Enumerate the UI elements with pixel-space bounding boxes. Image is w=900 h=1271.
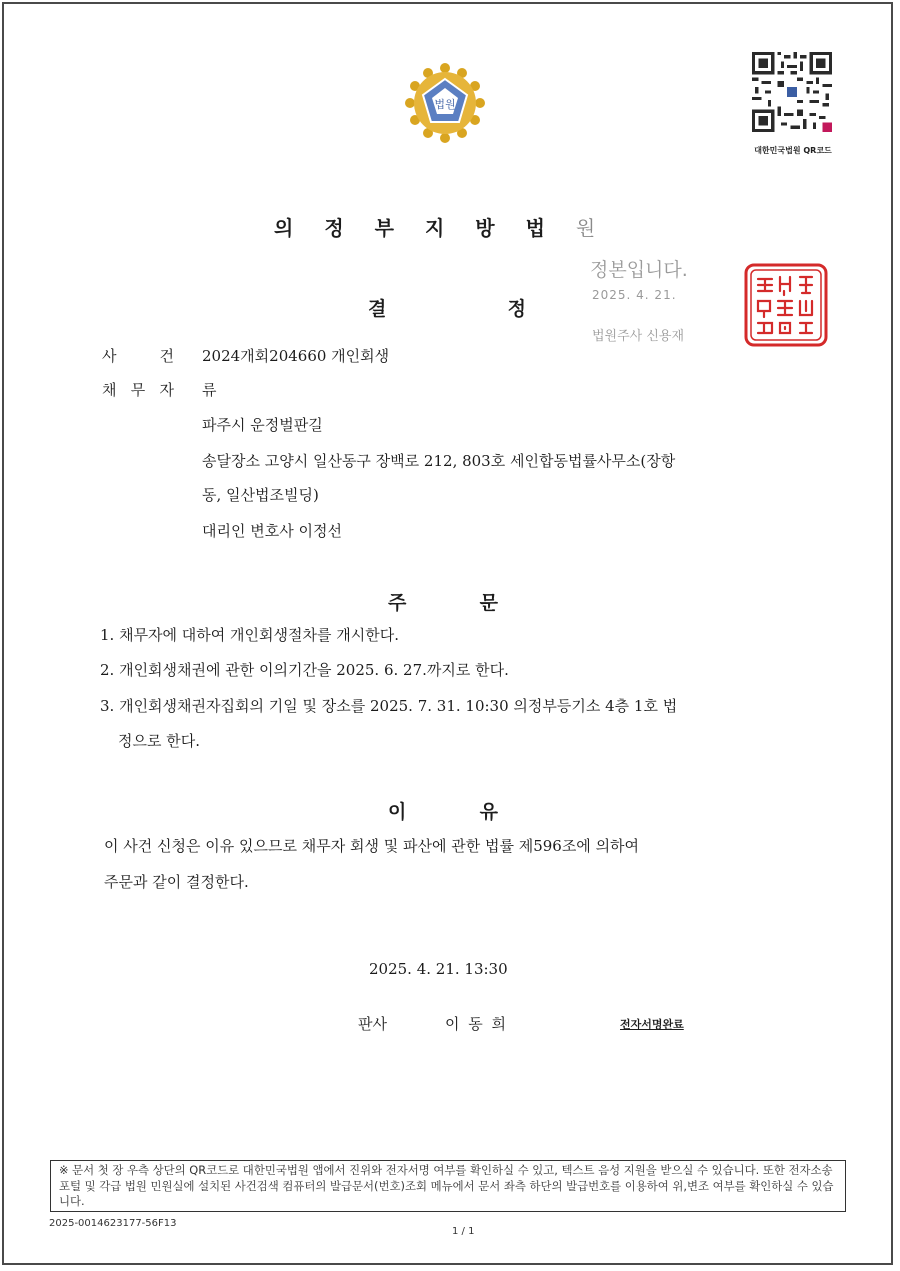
case-row [102,345,174,366]
reason-heading [388,797,500,824]
debtor-label-char: 자 [159,381,174,399]
page-number: 1 / 1 [452,1226,475,1237]
title-char: 정 [507,298,528,320]
reason-heading-char: 유 [479,801,500,823]
order-item-2: 2. 개인회생채권에 관한 이의기간을 2025. 6. 27.까지로 한다. [100,661,509,679]
emblem-text: 법원 [434,98,456,111]
service-address-line2: 동, 일산법조빌딩) [202,486,319,504]
court-emblem-icon [404,62,486,144]
order-item-1: 1. 채무자에 대하여 개인회생절차를 개시한다. [100,626,399,644]
case-label-char: 사 [102,347,117,365]
court-name [274,212,626,241]
order-heading-char: 주 [388,592,409,614]
order-heading [388,588,500,615]
document-id: 2025-0014623177-56F13 [49,1218,177,1229]
debtor-label-char: 채 [102,381,117,399]
court-name-main: 의정부지방법 [274,216,576,240]
case-value: 2024개회204660 개인회생 [202,347,390,365]
certification-line1: 정본입니다. [590,259,688,281]
debtor-label [102,379,174,400]
order-item-3: 3. 개인회생채권자집회의 기일 및 장소를 2025. 7. 31. 10:30 의정부등기소 4층 1호 법 [100,697,678,715]
document-title [368,294,528,321]
judge-title: 판사 [358,1015,387,1033]
debtor-name: 류 [202,381,217,399]
title-char: 결 [368,298,389,320]
certification-clerk: 법원주사 신용재 [592,329,685,344]
debtor-row [102,379,174,400]
e-signature-status: 전자서명완료 [620,1018,684,1031]
debtor-label-char: 무 [130,381,146,399]
reason-line1: 이 사건 신청은 이유 있으므로 채무자 회생 및 파산에 관한 법률 제596조에 의하여 [104,837,640,855]
decision-datetime: 2025. 4. 21. 13:30 [369,960,508,978]
footer-notice: ※ 문서 첫 장 우측 상단의 QR코드로 대한민국법원 앱에서 진위와 전자서명 여부를 확인하실 수 있고, 텍스트 음성 지원을 받으실 수 있습니다. 또한 전자소송포털 및 각급 법원 민원실에 설치된 사건검색 컴퓨터의 발급문서(번호)조회 메뉴에서 문서 좌측 하단의 발급번호를 이용하여 위,변조 여부를 확인하실 수 있습니다. [50,1160,846,1212]
qr-label: 대한민국법원 QR코드 [754,146,832,155]
debtor-address: 파주시 운정벌판길 [202,416,323,434]
reason-line2: 주문과 같이 결정한다. [104,873,249,891]
qr-code[interactable] [752,52,832,132]
order-heading-char: 문 [479,592,500,614]
judge-name: 이 동 희 [445,1015,509,1033]
agent: 대리인 변호사 이정선 [202,522,342,540]
certification-date: 2025. 4. 21. [592,288,677,302]
service-address-line1: 송달장소 고양시 일산동구 장백로 212, 803호 세인합동법률사무소(장항 [202,452,676,470]
court-seal-icon [744,263,828,347]
court-name-last: 원 [575,216,627,240]
reason-heading-char: 이 [388,801,409,823]
case-label [102,345,174,366]
case-label-char: 건 [159,347,174,365]
order-item-3-cont: 정으로 한다. [118,732,200,750]
